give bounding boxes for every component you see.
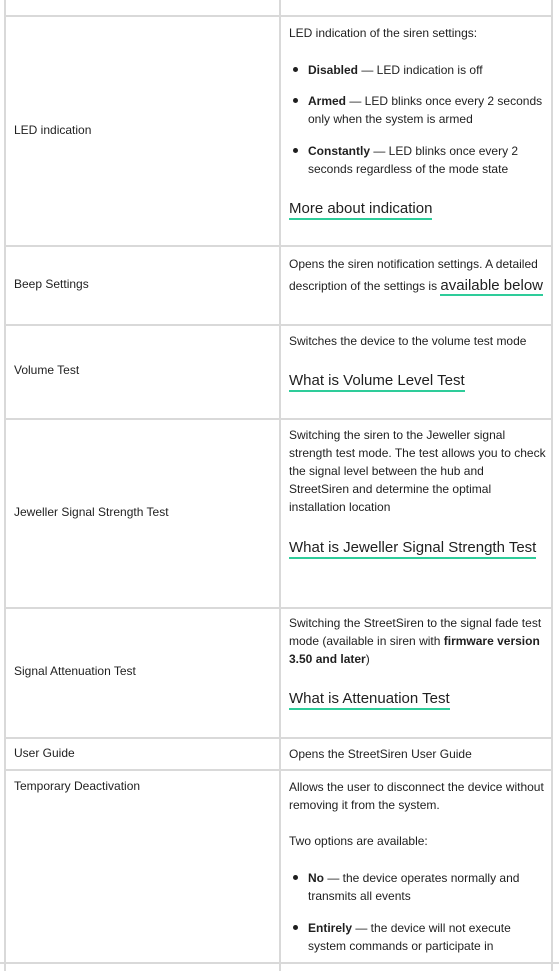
- link-text[interactable]: What is Jeweller Signal Strength Test: [289, 539, 536, 559]
- list-item-desc: — LED blinks once every 2 seconds only when the system is armed: [308, 94, 543, 126]
- volume-level-test-link[interactable]: [289, 369, 547, 392]
- table-cell-left: [6, 739, 281, 769]
- table-cell-right: [281, 247, 551, 324]
- table-cell-right: [281, 739, 551, 769]
- table-cell-right: [281, 771, 551, 971]
- description-text-end: ): [365, 652, 370, 666]
- description-text: Opens the siren notification settings. A detailed description of the settings is: [289, 257, 538, 293]
- list-item-term: Armed: [308, 94, 347, 108]
- row-description: Switches the device to the volume test mode: [289, 334, 527, 348]
- row-description-options: Two options are available:: [289, 834, 428, 848]
- table-cell-right: [281, 420, 551, 607]
- bullet-icon: [293, 875, 298, 880]
- bullet-icon: [293, 98, 298, 103]
- table-row-user-guide: [4, 739, 553, 771]
- table-cell-right: [281, 326, 551, 418]
- firmware-version-text: firmware version 3.50 and later: [289, 634, 540, 666]
- link-text[interactable]: What is Attenuation Test: [289, 690, 450, 710]
- table-row-top: [4, 0, 553, 17]
- list-item-term: No: [308, 871, 324, 885]
- row-label: Signal Attenuation Test: [14, 664, 136, 678]
- table-row-volume-test: [4, 326, 553, 420]
- row-label: Temporary Deactivation: [14, 779, 141, 793]
- list-item-desc: — the device will not execute system commands or participate in: [308, 921, 511, 953]
- table-cell-left: [6, 609, 281, 737]
- list-item-term: Entirely: [308, 921, 353, 935]
- table-cell-left: [6, 247, 281, 324]
- table-cell-right: [281, 609, 551, 737]
- list-item-desc: — LED blinks once every 2 seconds regardless of the mode state: [308, 144, 519, 176]
- link-text[interactable]: What is Volume Level Test: [289, 372, 465, 392]
- row-description: LED indication of the siren settings:: [289, 26, 478, 40]
- attenuation-test-link[interactable]: [289, 687, 547, 710]
- row-description: [289, 253, 547, 297]
- row-description: Switching the siren to the Jeweller signal strength test mode. The test allows you to check the signal level between the hub and StreetSiren and determine the optimal installation location: [289, 428, 546, 514]
- jeweller-signal-strength-test-link[interactable]: [289, 536, 547, 559]
- row-label: Beep Settings: [14, 277, 89, 291]
- row-description: Opens the StreetSiren User Guide: [289, 747, 472, 761]
- row-description: [289, 614, 547, 668]
- row-label: Jeweller Signal Strength Test: [14, 505, 169, 519]
- table-cell-left: [6, 326, 281, 418]
- row-label: Volume Test: [14, 363, 80, 377]
- table-row-beep-settings: [4, 247, 553, 326]
- list-item-desc: — LED indication is off: [358, 63, 483, 77]
- list-item-term: Disabled: [308, 63, 359, 77]
- link-text[interactable]: More about indication: [289, 200, 432, 220]
- table-cell-left: [6, 420, 281, 607]
- list-item-term: Constantly: [308, 144, 371, 158]
- table-row-attenuation-test: [4, 609, 553, 739]
- bullet-icon: [293, 67, 298, 72]
- table-row-jeweller-test: [4, 420, 553, 609]
- row-label: LED indication: [14, 123, 92, 137]
- table-row-led-indication: [4, 17, 553, 247]
- table-cell-left: [6, 17, 281, 245]
- row-description: Allows the user to disconnect the device without removing it from the system.: [289, 780, 544, 812]
- bullet-icon: [293, 148, 298, 153]
- row-label: User Guide: [14, 746, 75, 760]
- available-below-link[interactable]: available below: [440, 277, 543, 294]
- table-cell-left: [6, 771, 281, 971]
- table-cell-right: [281, 17, 551, 245]
- bullet-icon: [293, 925, 298, 930]
- list-item-desc: — the device operates normally and transmits all events: [308, 871, 520, 903]
- table-row-temporary-deactivation: [4, 771, 553, 971]
- more-about-indication-link[interactable]: [289, 197, 547, 220]
- description-text: Switching the StreetSiren to the signal fade test mode (available in siren with: [289, 616, 542, 648]
- table-cell-left: [6, 0, 281, 15]
